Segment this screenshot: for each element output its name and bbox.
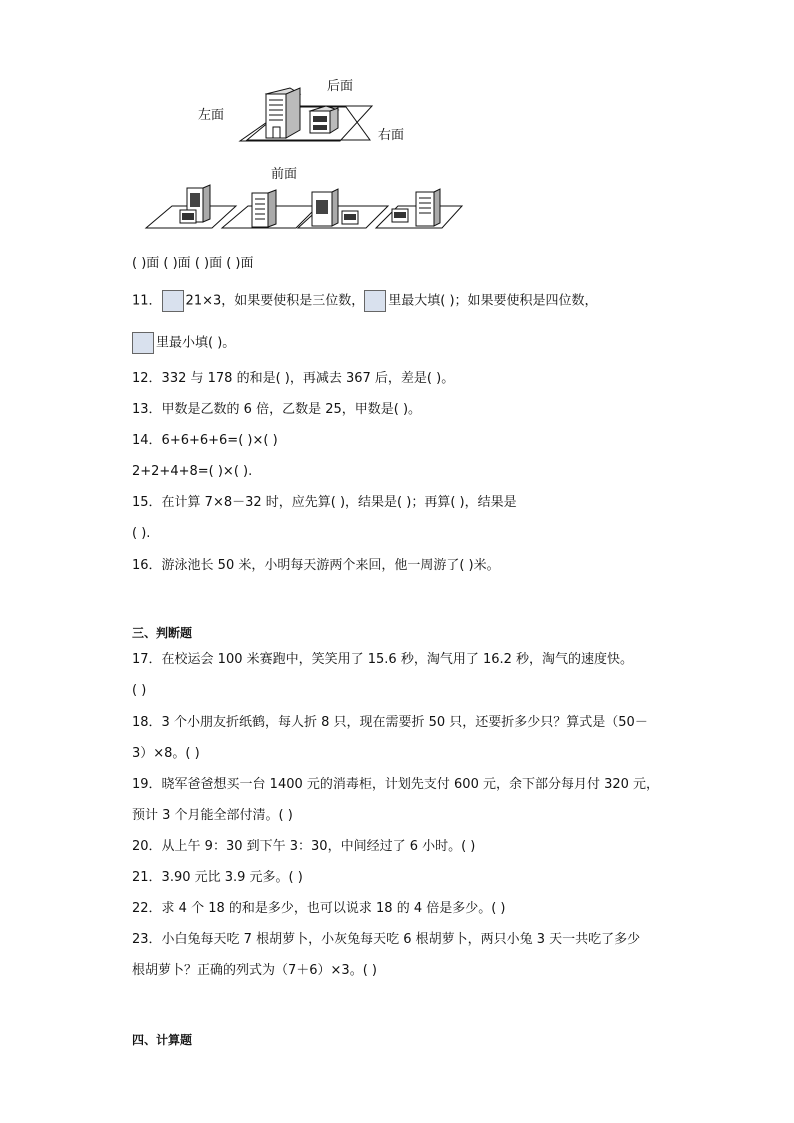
- question-20: 20．从上午 9：30 到下午 3：30，中间经过了 6 小时。( ): [132, 839, 476, 854]
- question-14-cont: 2+2+4+8=( )×( ).: [132, 464, 253, 479]
- q11-number: 11．: [132, 293, 162, 309]
- blank-box[interactable]: [162, 290, 184, 312]
- q11-text-c: 里最小填( )。: [156, 335, 236, 351]
- view-4-icon: [376, 189, 462, 228]
- blank-box[interactable]: [364, 290, 386, 312]
- question-23: 23．小白兔每天吃 7 根胡萝卜，小灰兔每天吃 6 根胡萝卜，两只小兔 3 天一共吃了多少: [132, 932, 641, 947]
- question-16: 16．游泳池长 50 米，小明每天游两个来回，他一周游了( )米。: [132, 558, 500, 573]
- question-11: [132, 290, 598, 312]
- question-15: 15．在计算 7×8－32 时，应先算( )，结果是( )；再算( )，结果是: [132, 495, 517, 510]
- label-back: 后面: [327, 79, 354, 94]
- question-19-cont: 预计 3 个月能全部付清。( ): [132, 808, 293, 823]
- section-4-title: 四、计算题: [132, 1033, 193, 1047]
- question-15-cont: ( ).: [132, 526, 151, 541]
- q11-text-b: 里最大填( )；如果要使积是四位数，: [388, 293, 598, 309]
- question-18: 18．3 个小朋友折纸鹤，每人折 8 只，现在需要折 50 只，还要折多少只？算式是（50－: [132, 715, 648, 730]
- view-1-icon: [146, 185, 236, 228]
- label-left: 左面: [198, 108, 225, 123]
- view-answer-line: ( )面 ( )面 ( )面 ( )面: [132, 256, 254, 271]
- question-11-cont: [132, 332, 235, 354]
- question-13: 13．甲数是乙数的 6 倍，乙数是 25，甲数是( )。: [132, 402, 422, 417]
- label-right: 右面: [378, 128, 405, 143]
- section-3-title: 三、判断题: [132, 626, 193, 640]
- question-12: 12．332 与 178 的和是( )，再减去 367 后，差是( )。: [132, 371, 455, 386]
- question-17: 17．在校运会 100 米赛跑中，笑笑用了 15.6 秒，淘气用了 16.2 秒，淘气的速度快。: [132, 652, 634, 667]
- question-17-cont: ( ): [132, 683, 147, 698]
- question-18-cont: 3）×8。( ): [132, 746, 200, 761]
- tall-building-icon: [266, 88, 300, 138]
- small-building-icon: [310, 106, 338, 133]
- q11-text-a: 21×3，如果要使积是三位数，: [185, 293, 365, 309]
- question-23-cont: 根胡萝卜？正确的列式为（7＋6）×3。( ): [132, 963, 377, 978]
- view-3-icon: [298, 189, 388, 228]
- question-21: 21．3.90 元比 3.9 元多。( ): [132, 870, 303, 885]
- question-22: 22．求 4 个 18 的和是多少，也可以说求 18 的 4 倍是多少。( ): [132, 901, 506, 916]
- blank-box[interactable]: [132, 332, 154, 354]
- question-19: 19．晓军爸爸想买一台 1400 元的消毒柜，计划先支付 600 元，余下部分每月付 320 元，: [132, 777, 660, 792]
- label-front: 前面: [271, 167, 298, 182]
- question-14: 14．6+6+6+6=( )×( ): [132, 433, 278, 448]
